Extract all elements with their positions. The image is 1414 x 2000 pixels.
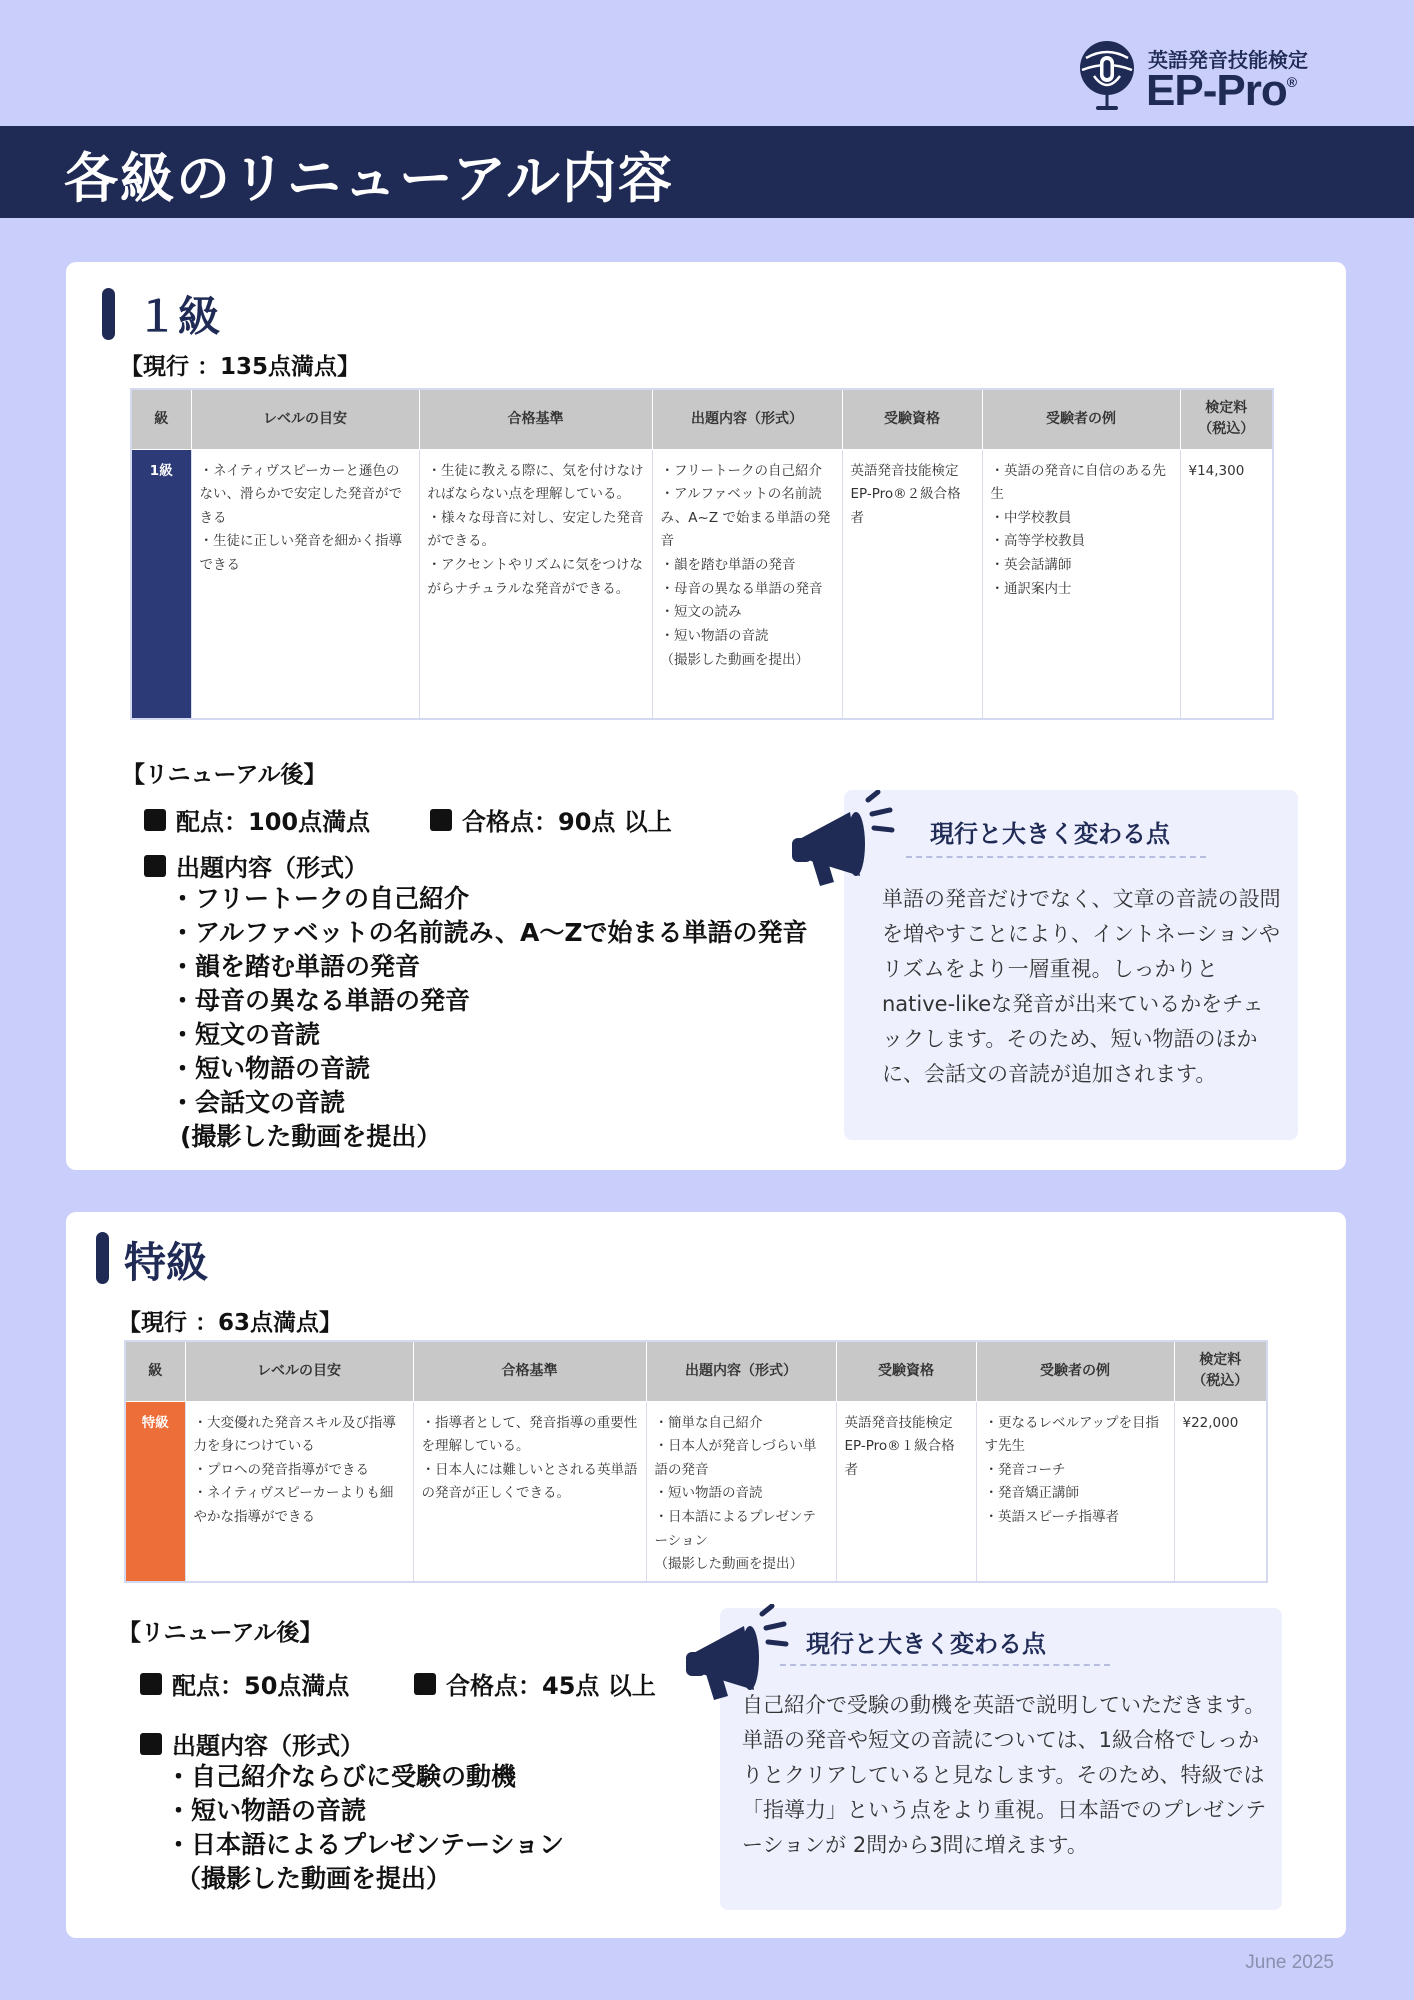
megaphone-icon <box>790 790 908 890</box>
table-header: 級 <box>131 389 191 449</box>
bullet-square-icon <box>144 809 166 831</box>
pass-criteria-cell: ・生徒に教える際に、気を付けなければならない点を理解している。 ・様々な母音に対し、安定した発音ができる。 ・アクセントやリズムに気をつけながらナチュラルな発音ができる。 <box>419 449 652 719</box>
callout-body: 自己紹介で受験の動機を英語で説明していただきます。 単語の発音や短文の音読については、1級合格でしっかりとクリアしていると見なします。そのため、特級では「指導力」という点をより重視。日本語でのプレゼンテーションが 2問から3問に増えます。 <box>742 1693 1267 1857</box>
table-header: 出題内容（形式） <box>652 389 842 449</box>
title-banner <box>0 126 1414 218</box>
special-title-bar <box>96 1232 109 1284</box>
table-header: 検定料 （税込） <box>1180 389 1273 449</box>
logo-subtitle: 英語発音技能検定 <box>1148 48 1308 72</box>
grade1-card <box>66 262 1346 1170</box>
examinee-examples-cell: ・更なるレベルアップを目指す先生 ・発音コーチ ・発音矯正講師 ・英語スピーチ指導者 <box>976 1401 1174 1582</box>
callout-divider <box>780 1664 1110 1666</box>
grade1-content-label-row <box>144 848 368 883</box>
level-guide-cell: ・ネイティヴスピーカーと遜色のない、滑らかで安定した発音ができる ・生徒に正しい発音を細かく指導できる <box>191 449 419 719</box>
table-header: 合格基準 <box>413 1341 646 1401</box>
table-header: 受験資格 <box>842 389 982 449</box>
table-header: 合格基準 <box>419 389 652 449</box>
qualification-cell: 英語発音技能検定 EP-Pro®１級合格者 <box>836 1401 976 1582</box>
list-item: ・フリートークの自己紹介 <box>170 884 470 913</box>
bullet-square-icon <box>414 1673 436 1695</box>
fee-cell: ¥22,000 <box>1174 1401 1267 1582</box>
grade1-title: １級 <box>136 292 221 341</box>
list-item: ・アルファベットの名前読み、A〜Zで始まる単語の発音 <box>170 918 808 947</box>
table-header: 検定料 （税込） <box>1174 1341 1267 1401</box>
list-item: ・短い物語の音読 <box>166 1796 367 1825</box>
list-item: ・自己紹介ならびに受験の動機 <box>166 1762 517 1791</box>
level-cell: 1級 <box>131 449 191 719</box>
microphone-globe-icon <box>1076 38 1138 114</box>
page-title: 各級のリニューアル内容 <box>64 147 675 210</box>
table-header: レベルの目安 <box>191 389 419 449</box>
bullet-square-icon <box>144 855 166 877</box>
list-item: ・韻を踏む単語の発音 <box>170 952 421 981</box>
callout-heading: 現行と大きく変わる点 <box>930 820 1170 848</box>
table-header: 出題内容（形式） <box>646 1341 836 1401</box>
special-grade-card <box>66 1212 1346 1938</box>
qualification-cell: 英語発音技能検定 EP-Pro®２級合格者 <box>842 449 982 719</box>
special-score-row <box>140 1666 349 1701</box>
table-header: レベルの目安 <box>185 1341 413 1401</box>
callout-body: 単語の発音だけでなく、文章の音読の設問を増やすことにより、イントネーションやリズムをより一層重視。しっかりとnative-likeな発音が出来ているかをチェックします。そのため、短い物語のほかに、会話文の音読が追加されます。 <box>882 887 1281 1086</box>
grade1-current-score: 【現行 ：135点満点】 <box>120 354 361 380</box>
table-row <box>125 1401 1267 1582</box>
ep-pro-logo <box>1076 38 1346 114</box>
grade1-score: 配点：100点満点 <box>176 808 371 836</box>
list-item: ・会話文の音読 <box>170 1088 346 1117</box>
grade1-change-callout <box>844 790 1298 1140</box>
list-item: (撮影した動画を提出） <box>180 1122 442 1151</box>
megaphone-icon <box>684 1604 802 1704</box>
special-content-list <box>166 1760 564 1896</box>
special-score: 配点：50点満点 <box>172 1672 350 1700</box>
level-cell: 特級 <box>125 1401 185 1582</box>
table-header: 受験者の例 <box>976 1341 1174 1401</box>
grade1-title-bar <box>102 288 115 340</box>
bullet-square-icon <box>140 1673 162 1695</box>
special-spec-table <box>124 1340 1268 1583</box>
list-item: ・短い物語の音読 <box>170 1054 371 1083</box>
special-current-score: 【現行 ：63点満点】 <box>118 1310 343 1336</box>
grade1-pass-row <box>430 802 672 837</box>
logo-wordmark: EP-Pro® <box>1146 66 1297 115</box>
fee-cell: ¥14,300 <box>1180 449 1273 719</box>
exam-content-cell: ・フリートークの自己紹介 ・アルファベットの名前読み、A~Z で始まる単語の発音 ・韻を踏む単語の発音 ・母音の異なる単語の発音 ・短文の読み ・短い物語の音読 （撮影した動画を提出） <box>652 449 842 719</box>
special-content-label: 出題内容（形式） <box>172 1732 364 1760</box>
table-header: 受験資格 <box>836 1341 976 1401</box>
table-header-row <box>125 1341 1267 1401</box>
footer-date: June 2025 <box>1245 1952 1334 1973</box>
list-item: ・短文の音読 <box>170 1020 321 1049</box>
examinee-examples-cell: ・英語の発音に自信のある先生 ・中学校教員 ・高等学校教員 ・英会話講師 ・通訳案内士 <box>982 449 1180 719</box>
grade1-score-row <box>144 802 370 837</box>
list-item: ・母音の異なる単語の発音 <box>170 986 471 1015</box>
grade1-pass-score: 合格点：90点 以上 <box>462 808 672 836</box>
pass-criteria-cell: ・指導者として、発音指導の重要性を理解している。 ・日本人には難しいとされる英単語の発音が正しくできる。 <box>413 1401 646 1582</box>
grade1-content-list <box>170 882 807 1154</box>
callout-divider <box>906 856 1206 858</box>
special-renewal-label: 【リニューアル後】 <box>118 1620 323 1646</box>
bullet-square-icon <box>430 809 452 831</box>
list-item: ・日本語によるプレゼンテーション <box>166 1830 565 1859</box>
table-row <box>131 449 1273 719</box>
callout-heading: 現行と大きく変わる点 <box>806 1630 1046 1658</box>
special-content-label-row <box>140 1726 364 1761</box>
level-guide-cell: ・大変優れた発音スキル及び指導力を身につけている ・プロへの発音指導ができる ・ネイティヴスピーカーよりも細やかな指導ができる <box>185 1401 413 1582</box>
list-item: （撮影した動画を提出） <box>176 1864 452 1893</box>
grade1-renewal-label: 【リニューアル後】 <box>122 762 327 788</box>
special-pass-score: 合格点：45点 以上 <box>446 1672 656 1700</box>
table-header: 受験者の例 <box>982 389 1180 449</box>
table-header-row <box>131 389 1273 449</box>
special-title: 特級 <box>124 1238 209 1287</box>
exam-content-cell: ・簡単な自己紹介 ・日本人が発音しづらい単語の発音 ・短い物語の音読 ・日本語によるプレゼンテーション （撮影した動画を提出） <box>646 1401 836 1582</box>
grade1-content-label: 出題内容（形式） <box>176 854 368 882</box>
bullet-square-icon <box>140 1733 162 1755</box>
special-pass-row <box>414 1666 656 1701</box>
special-change-callout <box>720 1608 1282 1910</box>
table-header: 級 <box>125 1341 185 1401</box>
grade1-spec-table <box>130 388 1274 720</box>
